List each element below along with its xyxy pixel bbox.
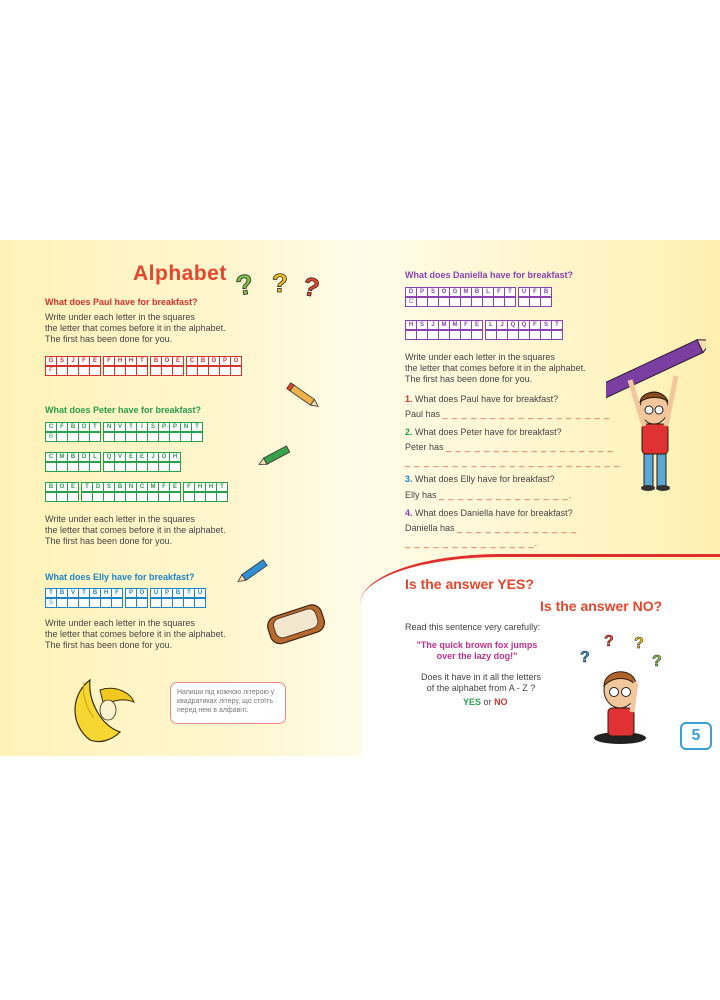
answer-box[interactable] <box>89 432 101 442</box>
paul-question: What does Paul have for breakfast? <box>45 297 198 307</box>
banana-icon <box>60 670 140 750</box>
letter-box: M <box>438 320 450 330</box>
letter-box: P <box>161 588 173 598</box>
answer-2: Peter has _ _ _ _ _ _ _ _ _ _ _ _ _ _ _ _ _ _ <box>405 442 614 452</box>
letter-box: P <box>169 422 181 432</box>
peter-instructions: Write under each letter in the squares the letter that comes before it in the alphabet. The first has been done for you. <box>45 514 226 546</box>
letter-box: B <box>197 356 209 366</box>
answer-word <box>45 492 78 502</box>
peter-question: What does Peter have for breakfast? <box>45 405 202 415</box>
letter-box: B <box>150 356 162 366</box>
green-pencil-icon <box>256 442 296 470</box>
answer-box[interactable]: F <box>45 366 57 376</box>
no-heading: Is the answer NO? <box>540 598 663 614</box>
letter-box: P <box>158 422 170 432</box>
letter-box: T <box>89 422 101 432</box>
letter-box: S <box>540 320 552 330</box>
letter-box: E <box>67 482 79 492</box>
answer-word <box>45 598 122 608</box>
letter-box: O <box>161 356 173 366</box>
letter-box: T <box>216 482 228 492</box>
letter-word <box>150 356 183 366</box>
letter-box: D <box>208 356 220 366</box>
peter-answer-row-2 <box>45 462 183 472</box>
thinking-boy-illustration <box>574 632 670 748</box>
answer-word <box>405 330 482 340</box>
letter-word <box>405 320 482 330</box>
letter-box: H <box>125 356 137 366</box>
letter-box: P <box>219 356 231 366</box>
answer-box[interactable] <box>172 366 184 376</box>
letter-box: E <box>471 320 483 330</box>
question-1: 1. What does Paul have for breakfast? <box>405 394 559 404</box>
page-number: 5 <box>680 722 712 750</box>
letter-box: B <box>67 452 79 462</box>
letter-box: J <box>496 320 508 330</box>
toast-icon <box>262 600 332 648</box>
letter-box: U <box>194 588 206 598</box>
answer-box[interactable] <box>136 598 148 608</box>
letter-box: Q <box>518 320 530 330</box>
answer-box[interactable] <box>191 432 203 442</box>
letter-box: P <box>416 287 428 297</box>
letter-box: H <box>405 320 417 330</box>
letter-box: C <box>45 452 57 462</box>
letter-word <box>485 320 562 330</box>
letter-box: S <box>416 320 428 330</box>
answer-box[interactable] <box>551 330 563 340</box>
letter-box: H <box>169 452 181 462</box>
letter-box: P <box>125 588 137 598</box>
letter-box: V <box>114 422 126 432</box>
letter-box: F <box>529 320 541 330</box>
paul-letter-row <box>45 356 241 366</box>
ukrainian-note: Напиши під кожною літерою у квадратиках літеру, що стоїть перед нею в алфавіті. <box>170 682 286 724</box>
letter-box: S <box>56 356 68 366</box>
letter-box: Q <box>103 452 115 462</box>
letter-box: U <box>518 287 530 297</box>
answer-word <box>150 366 183 376</box>
blue-pencil-icon <box>234 556 274 586</box>
letter-word <box>45 588 122 598</box>
yes-heading: Is the answer YES? <box>405 576 534 592</box>
letter-box: B <box>67 422 79 432</box>
letter-box: D <box>78 452 90 462</box>
daniella-letter-row-1 <box>405 287 551 297</box>
daniella-letter-row-2 <box>405 320 562 330</box>
letter-box: V <box>114 452 126 462</box>
letter-box: B <box>56 588 68 598</box>
answer-box[interactable] <box>67 492 79 502</box>
letter-box: C <box>45 422 57 432</box>
answer-word <box>81 492 180 502</box>
letter-box: G <box>449 287 461 297</box>
letter-word <box>186 356 241 366</box>
no-option[interactable]: NO <box>494 697 508 707</box>
letter-box: U <box>150 588 162 598</box>
letter-word <box>45 482 78 492</box>
answer-word <box>125 598 147 608</box>
letter-box: B <box>89 588 101 598</box>
answer-box[interactable] <box>169 492 181 502</box>
letter-box: E <box>172 356 184 366</box>
answer-box[interactable] <box>216 492 228 502</box>
letter-word <box>183 482 227 492</box>
letter-box: O <box>230 356 242 366</box>
letter-box: D <box>405 287 417 297</box>
letter-box: E <box>125 452 137 462</box>
letter-box: T <box>81 482 93 492</box>
answer-word <box>150 598 205 608</box>
peter-letter-row-3 <box>45 482 227 492</box>
answer-box[interactable] <box>504 297 516 307</box>
question-marks-icon <box>232 262 332 304</box>
answer-box[interactable] <box>540 297 552 307</box>
letter-box: F <box>78 356 90 366</box>
letter-box: E <box>136 452 148 462</box>
paul-instructions: Write under each letter in the squares the letter that comes before it in the alphabet. The first has been done for you. <box>45 312 226 344</box>
letter-box: H <box>114 356 126 366</box>
letter-word <box>125 588 147 598</box>
elly-answer-row <box>45 598 208 608</box>
letter-box: C <box>136 482 148 492</box>
peter-answer-row <box>45 432 205 442</box>
answer-1: Paul has _ _ _ _ _ _ _ _ _ _ _ _ _ _ _ _ _ _ <box>405 409 611 419</box>
daniella-instructions: Write under each letter in the squares the letter that comes before it in the alphabet. The first has been done for you. <box>405 352 586 384</box>
peter-letter-row-1 <box>45 422 202 432</box>
letter-box: G <box>45 356 57 366</box>
svg-text:?: ? <box>233 267 256 302</box>
answer-word <box>45 366 100 376</box>
question-3: 3. What does Elly have for breakfast? <box>405 474 555 484</box>
paul-answer-row <box>45 366 244 376</box>
answer-word <box>103 366 147 376</box>
answer-box[interactable] <box>169 462 181 472</box>
letter-box: O <box>136 588 148 598</box>
answer-3: Elly has _ _ _ _ _ _ _ _ _ _ _ _ _ _. <box>405 490 573 500</box>
letter-box: T <box>504 287 516 297</box>
letter-box: S <box>103 482 115 492</box>
letter-box: B <box>471 287 483 297</box>
letter-box: H <box>194 482 206 492</box>
answer-box[interactable] <box>230 366 242 376</box>
letter-box: L <box>485 320 497 330</box>
answer-word <box>183 492 227 502</box>
read-prompt: Read this sentence very carefully: <box>405 622 541 632</box>
letter-box: B <box>45 482 57 492</box>
answer-box[interactable] <box>89 366 101 376</box>
pencil-icon <box>284 382 324 412</box>
letter-box: E <box>89 356 101 366</box>
svg-text:?: ? <box>580 649 590 666</box>
letter-word <box>405 287 515 297</box>
answer-box[interactable]: S <box>45 598 57 608</box>
answer-word <box>405 297 515 307</box>
letter-box: J <box>147 452 159 462</box>
letter-word <box>103 452 180 462</box>
svg-text:?: ? <box>272 268 288 298</box>
letter-box: N <box>180 422 192 432</box>
letter-box: I <box>136 422 148 432</box>
letter-box: F <box>56 422 68 432</box>
letter-box: T <box>45 588 57 598</box>
yes-or-no: YES or NO <box>463 697 508 707</box>
daniella-answer-row-2 <box>405 330 565 340</box>
letter-box: B <box>172 588 184 598</box>
letter-word <box>103 422 202 432</box>
letter-box: O <box>78 422 90 432</box>
letter-box: F <box>183 482 195 492</box>
letter-box: T <box>78 588 90 598</box>
letter-box: T <box>191 422 203 432</box>
letter-box: F <box>460 320 472 330</box>
letter-box: O <box>158 452 170 462</box>
letter-box: T <box>136 356 148 366</box>
letter-box: F <box>111 588 123 598</box>
answer-box[interactable] <box>89 462 101 472</box>
letter-box: N <box>103 422 115 432</box>
letter-word <box>45 422 100 432</box>
letter-box: M <box>460 287 472 297</box>
daniella-question: What does Daniella have for breakfast? <box>405 270 574 280</box>
answer-word <box>186 366 241 376</box>
alphabet-question: Does it have in it all the letters of the alphabet from A - Z ? <box>420 672 542 693</box>
answer-box[interactable] <box>136 366 148 376</box>
pangram-sentence: "The quick brown fox jumps over the lazy dog!" <box>416 640 538 661</box>
answer-word <box>518 297 551 307</box>
letter-box: J <box>427 320 439 330</box>
letter-word <box>518 287 551 297</box>
letter-box: S <box>427 287 439 297</box>
letter-box: J <box>67 356 79 366</box>
letter-box: M <box>147 482 159 492</box>
answer-word <box>485 330 562 340</box>
elly-instructions: Write under each letter in the squares the letter that comes before it in the alphabet. The first has been done for you. <box>45 618 226 650</box>
boy-with-pencil-illustration <box>606 330 706 496</box>
letter-box: E <box>169 482 181 492</box>
answer-word <box>103 432 202 442</box>
answer-word <box>45 432 100 442</box>
page-title: Alphabet <box>133 262 227 285</box>
letter-box: H <box>205 482 217 492</box>
letter-box: T <box>551 320 563 330</box>
letter-word <box>45 356 100 366</box>
elly-question: What does Elly have for breakfast? <box>45 572 195 582</box>
letter-word <box>150 588 205 598</box>
letter-box: F <box>529 287 541 297</box>
letter-box: O <box>56 482 68 492</box>
svg-text:?: ? <box>300 270 323 304</box>
answer-4-line-2: _ _ _ _ _ _ _ _ _ _ _ _ _ _. <box>405 538 539 548</box>
letter-box: F <box>493 287 505 297</box>
question-2: 2. What does Peter have for breakfast? <box>405 427 562 437</box>
letter-box: F <box>158 482 170 492</box>
letter-box: M <box>56 452 68 462</box>
letter-box: B <box>540 287 552 297</box>
letter-box: C <box>186 356 198 366</box>
letter-word <box>81 482 180 492</box>
letter-box: V <box>67 588 79 598</box>
svg-text:?: ? <box>604 633 614 650</box>
daniella-answer-row <box>405 297 554 307</box>
answer-4: Daniella has _ _ _ _ _ _ _ _ _ _ _ _ _ <box>405 523 578 533</box>
peter-letter-row-2 <box>45 452 180 462</box>
letter-box: L <box>482 287 494 297</box>
question-4: 4. What does Daniella have for breakfast? <box>405 508 573 518</box>
letter-box: H <box>100 588 112 598</box>
svg-text:?: ? <box>634 635 644 652</box>
letter-box: D <box>92 482 104 492</box>
letter-box: S <box>147 422 159 432</box>
letter-box: N <box>125 482 137 492</box>
letter-word <box>103 356 147 366</box>
letter-box: F <box>103 356 115 366</box>
letter-box: L <box>89 452 101 462</box>
answer-box[interactable]: B <box>45 432 57 442</box>
answer-word <box>45 462 100 472</box>
yes-option[interactable]: YES <box>463 697 482 707</box>
letter-box: B <box>114 482 126 492</box>
answer-box[interactable] <box>111 598 123 608</box>
answer-2-line-2: _ _ _ _ _ _ _ _ _ _ _ _ _ _ _ _ _ _ _ _ _ _ _ <box>405 457 621 467</box>
letter-word <box>45 452 100 462</box>
elly-letter-row <box>45 588 205 598</box>
letter-box: O <box>438 287 450 297</box>
letter-box: M <box>449 320 461 330</box>
answer-box[interactable] <box>194 598 206 608</box>
answer-word <box>103 462 180 472</box>
letter-box: Q <box>507 320 519 330</box>
svg-text:?: ? <box>652 653 662 670</box>
answer-box[interactable] <box>471 330 483 340</box>
answer-box[interactable]: C <box>405 297 417 307</box>
letter-box: T <box>125 422 137 432</box>
peter-answer-row-3 <box>45 492 230 502</box>
letter-box: T <box>183 588 195 598</box>
